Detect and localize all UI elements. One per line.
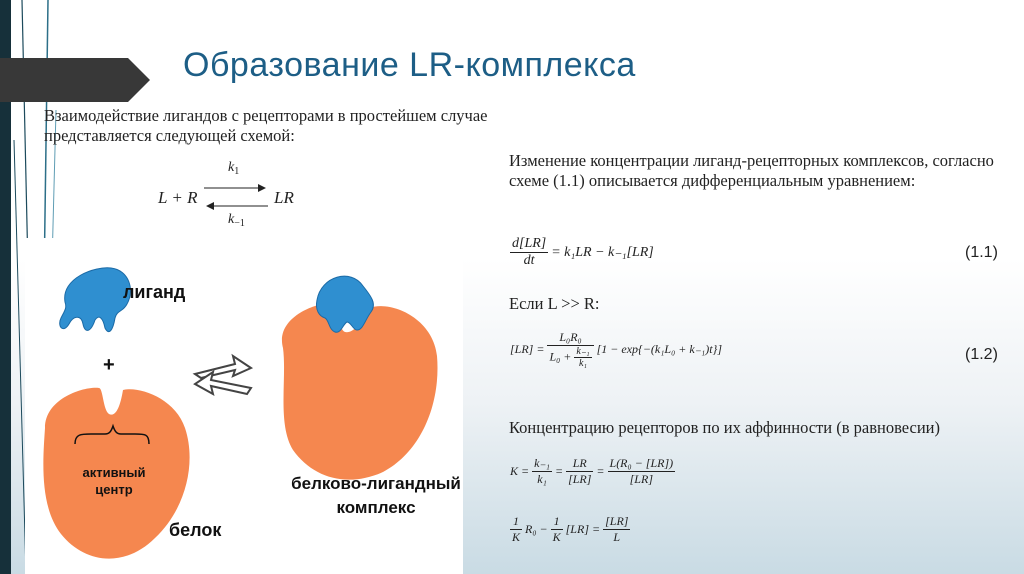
equation-1-1: $\frac{d[LR]}{dt}$ = k₁LR − k₋₁[LR] (512, 236, 654, 268)
equation-affinity-linear: $\frac{1}{K}$ R₀ − $\frac{1}{K}$ [LR] = $\frac{[LR]}{L}$ (512, 514, 629, 544)
k-backward-label: $k_{-1}$ (228, 212, 245, 229)
k-forward-label: $k_1$ (228, 160, 240, 177)
equation-number-1-1: (1.1) (965, 244, 998, 261)
complex-label: белково-лигандный комплекс (291, 474, 461, 517)
protein-label: белок (169, 520, 222, 540)
right-intro-text: Изменение концентрации лиганд-рецепторных комплексов, согласно схеме (1.1) описывается дифференциальным уравнением: (509, 151, 994, 190)
ligand-label: лиганд (123, 282, 186, 302)
reaction-scheme (150, 160, 320, 230)
intro-text: Взаимодействие лигандов с рецепторами в простейшем случае представляется следующей схемой: (44, 106, 488, 145)
free-ligand-shape (60, 268, 131, 332)
complex-protein-shape (282, 304, 438, 480)
forward-arrow (195, 356, 251, 378)
ligand-binding-illustration (25, 238, 463, 574)
scheme-left: L + R (158, 188, 198, 207)
plus-sign: + (103, 354, 115, 376)
slide-title: Образование LR-комплекса (183, 46, 636, 84)
equation-affinity-k: K = $\frac{\text{k₋₁}}{\text{k₁}}$ = $\frac{LR}{[LR]}$ = $\frac{\text{L(R₀ − [LR])}}{[LR]}$ (510, 456, 674, 486)
active-center-label: активный центр (82, 465, 146, 497)
equation-1-2: [LR] = L₀R₀ L₀ + $\frac{\text{k₋₁}}{\text{k₁}}$ [1 − exp{−(k₁L₀ + k₋₁)t}] (510, 330, 722, 369)
scheme-right: LR (274, 188, 294, 207)
illustration-shapes (25, 238, 463, 574)
title-arrow-shape (0, 58, 150, 102)
equation-number-1-2: (1.2) (965, 346, 998, 363)
affinity-text: Концентрацию рецепторов по их аффинности (в равновесии) (509, 418, 940, 437)
condition-text: Если L >> R: (509, 294, 600, 313)
